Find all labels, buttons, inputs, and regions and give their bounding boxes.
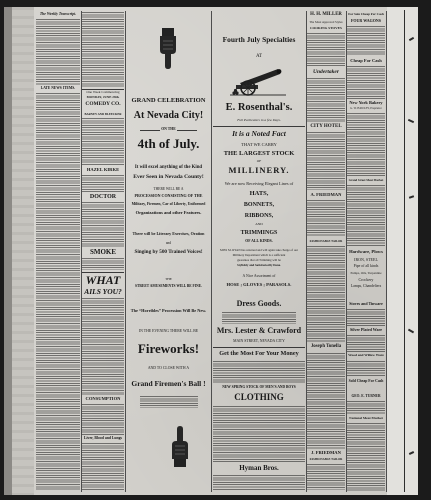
undertaker-heading: Undertaker: [313, 69, 339, 75]
body-text-block: [222, 312, 296, 324]
ryan-notice-line: Millinery Department which is a sufficient: [232, 253, 286, 257]
hyman-bros: Hyman Bros.: [239, 464, 279, 472]
body-text-block: [307, 464, 345, 490]
margin-rule: [404, 10, 405, 492]
at-label: AT: [255, 54, 263, 59]
body-text-block: [82, 258, 124, 270]
body-text-block: [213, 475, 305, 491]
body-text-block: [347, 26, 385, 56]
body-text-block: [213, 361, 305, 383]
hardware-item: Pipe of all kinds: [353, 264, 379, 268]
stoves-heading: Stoves and Tinware: [349, 301, 383, 306]
divider: [213, 126, 305, 127]
store-owner: Mrs. Lester & Crawford: [216, 326, 302, 335]
singing-line: Singing by 500 Trained Voices!: [134, 249, 203, 255]
body-text-block: [307, 246, 345, 342]
celebration-headline: GRAND CELEBRATION: [131, 97, 206, 104]
pointing-hand-up-icon: [168, 424, 192, 468]
body-text-block: [82, 443, 124, 490]
millinery-headline: MILLINERY.: [228, 165, 290, 175]
tailor-label: FASHIONABLE TAILOR: [309, 457, 343, 461]
sold-cheap-heading: Sold Cheap For Cash: [348, 379, 384, 383]
hardware-item: Pumps, Oils, Turpentine: [350, 271, 382, 275]
assortment-line: A Nice Assortment of: [242, 274, 276, 278]
body-text-block: [82, 118, 124, 166]
hardware-item: Crockery: [358, 277, 374, 282]
and-label: AND: [255, 222, 263, 226]
ryan-notice-line: guarantee that all Trimming will be: [237, 258, 281, 262]
hats-item: HATS,: [249, 190, 269, 197]
for-sale-heading: For Sale Cheap For Cash: [348, 12, 384, 16]
bakery-proprietor: G. W. HAWLEY, Proprietor: [350, 107, 382, 110]
the-label: THE: [165, 277, 172, 281]
body-text-block: [307, 353, 345, 449]
store-address: MAIN STREET, NEVADA CITY: [233, 339, 285, 343]
approved-styles: The Most Approved Styles: [309, 20, 343, 24]
body-text-block: [307, 78, 345, 122]
woodware-heading: Wood and Willow Ware: [348, 353, 384, 357]
horribles-line: The “Horribles” Procession Will Be New.: [130, 308, 207, 313]
body-text-block: [82, 12, 124, 88]
excel-line-1: It will excel anything of the Kind: [134, 165, 203, 170]
and-label: and: [165, 241, 172, 245]
literary-line: There will be Literary Exercises, Oration: [132, 231, 205, 236]
bakery-heading: New York Bakery: [349, 100, 383, 105]
divider: [213, 347, 305, 348]
body-text-block: [347, 309, 385, 327]
celebration-date: 4th of July.: [137, 136, 200, 151]
noted-fact-headline: It is a Noted Fact: [232, 129, 286, 138]
of-label: OF: [256, 159, 262, 163]
stars-line: BARNEY AND BLEECKER: [84, 112, 122, 116]
fireworks-headline: Fireworks!: [137, 341, 200, 356]
body-text-block: [36, 19, 80, 85]
right-margin: [387, 7, 418, 495]
divider: [177, 130, 197, 131]
doctor-heading: DOCTOR: [89, 194, 117, 200]
body-text-block: [307, 200, 345, 237]
wagons-heading: FOUR WAGONS: [350, 18, 382, 23]
body-text-block: [140, 396, 198, 408]
all-kinds-line: OF ALL KINDS.: [245, 239, 273, 243]
body-text-block: [82, 298, 124, 395]
receiving-line: We are now Receiving Elegant Lines of: [224, 181, 294, 186]
body-text-block: [347, 185, 385, 247]
procession-line: PROCESSION CONSISTING OF THE: [134, 193, 203, 198]
miller-heading: H. H. MILLER: [310, 12, 342, 17]
what-ails-headline-line1: WHAT: [85, 273, 121, 287]
dress-goods-headline: Dress Goods.: [236, 299, 282, 308]
ball-headline: Grand Firemen's Ball !: [131, 379, 206, 388]
organs-heading: Liver, Blood and Lungs: [83, 436, 123, 440]
what-ails-headline-line2: AILS YOU?: [84, 287, 122, 296]
organizations-line: Organizations and other Features.: [135, 210, 202, 215]
tailor-label: FASHIONABLE TAILOR: [309, 239, 343, 243]
largest-stock: THE LARGEST STOCK: [223, 150, 295, 157]
excel-line-2: Ever Seen in Nevada County!: [133, 174, 204, 180]
date-line: MONDAY, JUNE 28th.: [86, 95, 120, 99]
body-text-block: [82, 175, 124, 192]
national-market-heading: National Meat Market: [349, 416, 383, 420]
close-line: AND TO CLOSE WITH A: [147, 366, 190, 370]
bonnets-item: BONNETS,: [243, 202, 275, 208]
hardware-item: Lamps, Chandeliers: [350, 284, 382, 288]
spring-stock-line: NEW SPRING STOCK OF MEN'S AND BOYS: [222, 385, 296, 389]
body-text-block: [347, 361, 385, 377]
section-heading: LATE NEWS ITEMS.: [40, 86, 76, 90]
week-line: One Week Commencing: [86, 90, 120, 94]
there-will-be-label: THERE WILL BE A: [153, 187, 184, 191]
clothing-headline: CLOTHING: [234, 392, 284, 402]
pointing-hand-down-icon: [156, 28, 180, 70]
left-margin: [12, 7, 34, 495]
j-friedman-heading: J. FRIEDMAN: [311, 450, 341, 455]
celebration-place: At Nevada City!: [133, 110, 204, 121]
cheap-heading: Cheap For Cash: [350, 58, 382, 63]
hardware-item: IRON, STEEL: [354, 257, 378, 262]
body-text-block: [307, 33, 345, 67]
body-text-block: [347, 335, 385, 353]
ryan-notice-line: Stylishly and Satisfactorily Done.: [237, 263, 281, 267]
column-rule: [125, 11, 126, 492]
hardware-heading: Hardware, Plows: [349, 249, 383, 254]
silver-heading: Silver Plated Ware: [350, 327, 382, 332]
body-text-block: [347, 401, 385, 415]
ribbons-item: RIBBONS,: [244, 213, 274, 219]
a-friedman-heading: A. FRIEDMAN: [310, 192, 342, 197]
hose-gloves-line: HOSE ; GLOVES ; PARASOLS.: [226, 282, 292, 287]
particulars-line: Full Particulars in a few Days.: [237, 118, 281, 122]
smoke-heading: SMOKE: [89, 248, 117, 256]
body-text-block: [347, 423, 385, 491]
city-hotel-heading: CITY HOTEL: [310, 124, 342, 129]
body-text-block: [36, 93, 80, 491]
cannon-illustration: [228, 63, 288, 97]
body-text-block: [347, 66, 385, 99]
on-the-label: ON THE: [161, 127, 176, 131]
meat-market-heading: Grand Street Meat Market: [348, 178, 384, 182]
body-text-block: [347, 113, 385, 176]
turner-heading: GEO. E. TURNER: [351, 394, 381, 398]
masthead: The Weekly Transcript.: [39, 12, 77, 16]
ryan-notice-line: MISS M. RYAN has returned and will again take charge of our: [220, 248, 298, 252]
evening-line: IN THE EVENING THERE WILL BE: [138, 329, 199, 333]
tonella-heading: Joseph Tonella: [310, 344, 342, 349]
store-name: E. Rosenthal's.: [225, 102, 293, 113]
street-amusements-line: STREET AMUSEMENTS WILL BE FINE.: [134, 284, 203, 288]
that-we-carry: THAT WE CARRY: [241, 142, 277, 147]
trimmings-item: TRIMMINGS: [240, 230, 278, 236]
column-rule: [211, 11, 212, 492]
body-text-block: [82, 404, 124, 435]
body-text-block: [82, 202, 124, 247]
company-headline: COMEDY CO.: [85, 101, 121, 107]
binding-edge: [4, 7, 12, 495]
consumption-heading: CONSUMPTION: [85, 396, 121, 401]
military-line: Military, Firemen, Car of Liberty, Uniformed: [131, 202, 206, 206]
body-text-block: [307, 132, 345, 190]
money-headline: Get the Most For Your Money: [219, 350, 299, 357]
play-title: HAZEL KIRKE: [86, 167, 120, 172]
cooking-stoves: COOKING STOVES: [310, 26, 342, 30]
column-rule: [386, 11, 387, 492]
specialties-headline: Fourth July Specialties: [222, 35, 296, 44]
body-text-block: [213, 406, 305, 462]
